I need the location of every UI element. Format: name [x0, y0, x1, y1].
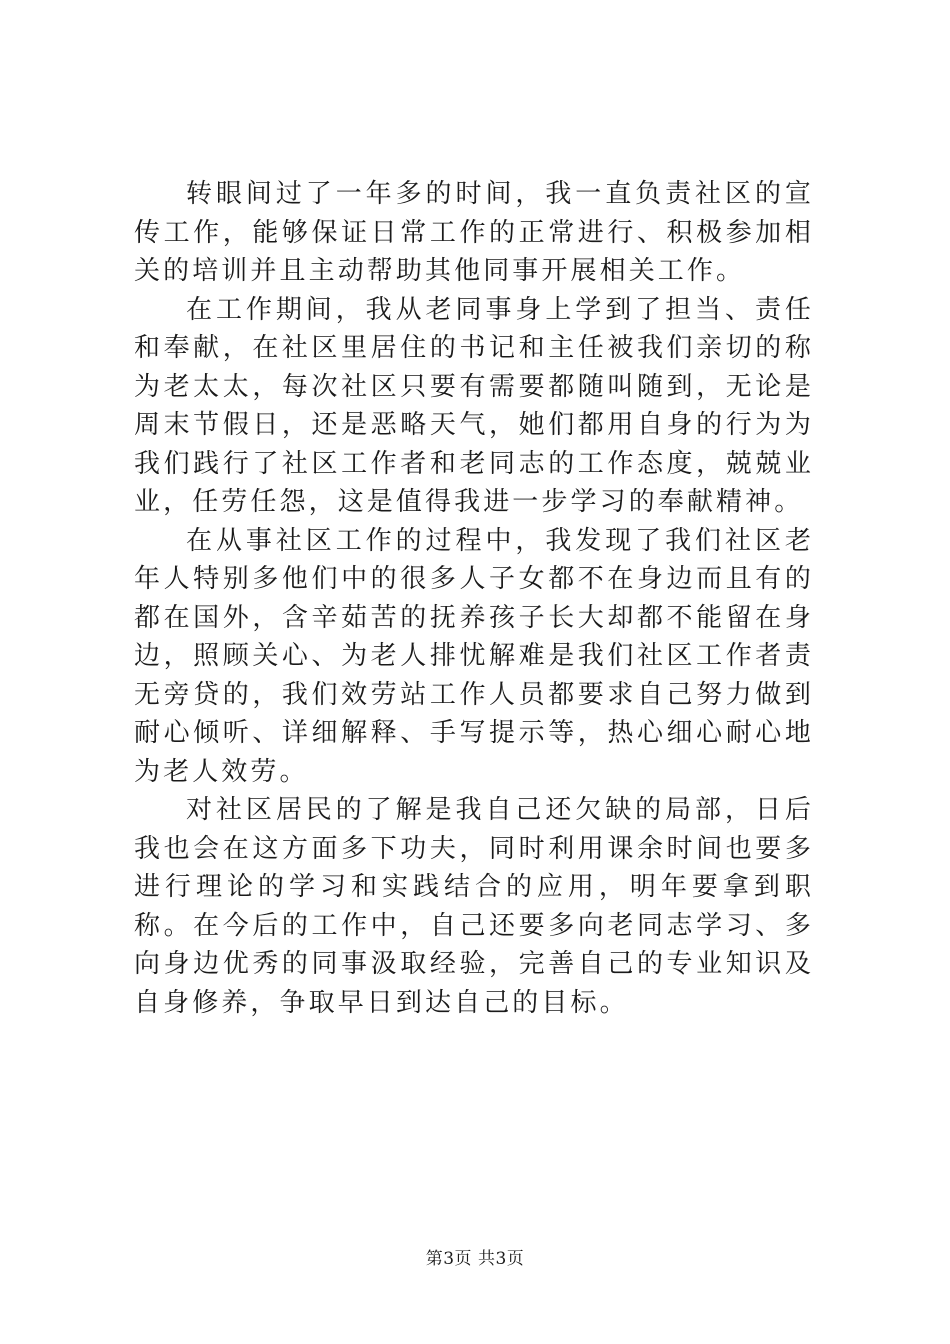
paragraph-4: 对社区居民的了解是我自己还欠缺的局部，日后我也会在这方面多下功夫，同时利用课余时间也要多进行理论的学习和实践结合的应用，明年要拿到职称。在今后的工作中，自己还要多向老同志学习、多向身边优秀的同事汲取经验，完善自己的专业知识及自身修养，争取早日到达自己的目标。 [134, 795, 814, 1018]
paragraph-2: 在工作期间，我从老同事身上学到了担当、责任和奉献，在社区里居住的书记和主任被我们亲切的称为老太太，每次社区只要有需要都随叫随到，无论是周末节假日，还是恶略天气，她们都用自身的行为为我们践行了社区工作者和老同志的工作态度，兢兢业业，任劳任怨，这是值得我进一步学习的奉献精神。 [134, 294, 814, 517]
document-body [134, 175, 814, 1022]
paragraph-1: 转眼间过了一年多的时间，我一直负责社区的宣传工作，能够保证日常工作的正常进行、积极参加相关的培训并且主动帮助其他同事开展相关工作。 [134, 179, 814, 286]
page-number-footer: 第3页 共3页 [425, 1249, 525, 1269]
paragraph-3: 在从事社区工作的过程中，我发现了我们社区老年人特别多他们中的很多人子女都不在身边而且有的都在国外，含辛茹苦的抚养孩子长大却都不能留在身边，照顾关心、为老人排忧解难是我们社区工作者责无旁贷的，我们效劳站工作人员都要求自己努力做到耐心倾听、详细解释、手写提示等，热心细心耐心地为老人效劳。 [134, 525, 814, 787]
